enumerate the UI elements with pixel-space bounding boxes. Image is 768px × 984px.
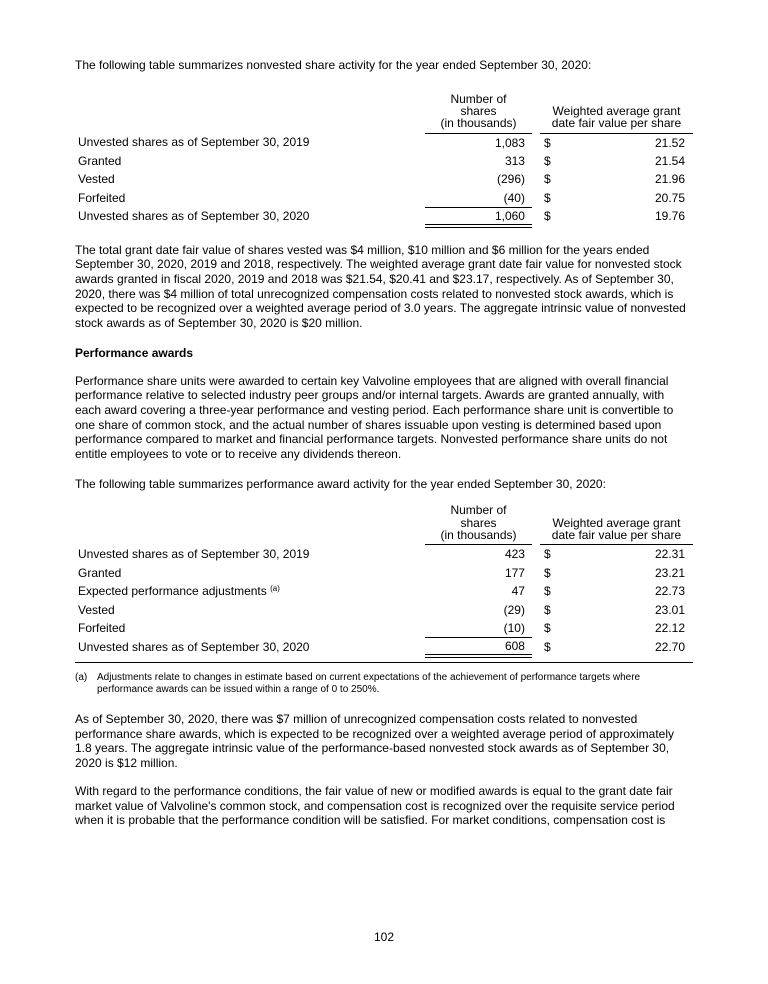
table-row: Forfeited (10) $ 22.12 <box>75 619 693 638</box>
table-row: Granted 313 $ 21.54 <box>75 152 693 171</box>
footnote-marker: (a) <box>75 671 88 683</box>
table-row: Unvested shares as of September 30, 2019 423 $ 22.31 <box>75 545 693 564</box>
nonvested-share-activity-table <box>75 93 693 228</box>
table-row: Expected performance adjustments $^{(a)}$ 47 $ 22.73 <box>75 582 693 601</box>
intro-performance-table: The following table summarizes performance award activity for the year ended September 30, 2020: <box>75 476 606 491</box>
footnote-text: Adjustments relate to changes in estimate based on current expectations of the achievement of performance targets where performance awards can be issued within a range of 0 to 250%. <box>97 671 641 696</box>
footnote-a <box>75 672 693 697</box>
dollar-sign: $ <box>543 135 551 150</box>
header-gap <box>532 93 540 133</box>
footnote-reference: (a) <box>270 584 280 594</box>
table-row: Granted 177 $ 23.21 <box>75 563 693 582</box>
dollar-sign: $ <box>543 209 551 224</box>
header-gap <box>532 504 540 544</box>
paragraph-grant-date-fair-value: The total grant date fair value of shares vested was $4 million, $10 million and $6 million for the years ended September 30, 2020, 2019 and 2018, respectively. The weighted average grant date fair value for nonvested stock awards granted in fiscal 2020, 2019 and 2018 was $21.54, $20.41 and $23.17, respectively. As of September 30, 2020, there was $4 million of total unrecognized compensation costs related to nonvested stock awards, which is expected to be recognized over a weighted average period of 3.0 years. The aggregate intrinsic value of nonvested stock awards as of September 30, 2020 is $20 million. <box>75 242 686 331</box>
dollar-sign: $ <box>543 621 551 636</box>
dollar-sign: $ <box>543 602 551 617</box>
dollar-sign: $ <box>543 190 551 205</box>
table-row: Vested (29) $ 23.01 <box>75 600 693 619</box>
dollar-sign: $ <box>543 639 551 654</box>
column-header-number-of-shares: Number of shares (in thousands) <box>425 93 532 133</box>
table-row: Forfeited (40) $ 20.75 <box>75 189 693 208</box>
header-spacer <box>75 504 425 544</box>
table-row: Vested (296) $ 21.96 <box>75 170 693 189</box>
column-header-number-of-shares: Number of shares (in thousands) <box>425 504 532 544</box>
dollar-sign: $ <box>543 172 551 187</box>
table-header-row <box>75 93 693 133</box>
intro-nonvested-table: The following table summarizes nonvested share activity for the year ended September 30, 2020: <box>75 58 592 72</box>
table-total-row: Unvested shares as of September 30, 2020 1,060 $ 19.76 <box>75 207 693 226</box>
column-header-weighted-average: Weighted average grant date fair value per share <box>540 504 693 544</box>
performance-award-table-wrapper <box>75 504 693 662</box>
dollar-sign: $ <box>543 153 551 168</box>
page-number: 102 <box>373 930 395 944</box>
dollar-sign: $ <box>543 565 551 580</box>
paragraph-performance-share-units: Performance share units were awarded to certain key Valvoline employees that are aligned with overall financial performance relative to selected industry peer groups and/or internal targets. Awards are granted annually, with each award covering a three-year performance and vesting period. Each performance share unit is convertible to one share of common stock, and the actual number of shares issuable upon vesting is determined based upon performance compared to market and financial performance targets. Nonvested performance share units do not entitle employees to vote or to receive any dividends thereon. <box>75 373 674 462</box>
column-header-weighted-average: Weighted average grant date fair value per share <box>540 93 693 133</box>
table-total-row: Unvested shares as of September 30, 2020 608 $ 22.70 <box>75 637 693 656</box>
table-header-row <box>75 504 693 544</box>
heading-performance-awards: Performance awards <box>75 345 194 360</box>
page-content <box>75 0 693 828</box>
header-spacer <box>75 93 425 133</box>
dollar-sign: $ <box>543 547 551 562</box>
paragraph-market-conditions: With regard to the performance conditions, the fair value of new or modified awards is equal to the grant date fair market value of Valvoline's common stock, and compensation cost is recognized over the requisite service period when it is probable that the performance condition will be satisfied. For market conditions, compensation cost is <box>75 783 675 828</box>
dollar-sign: $ <box>543 584 551 599</box>
performance-award-activity-table <box>75 504 693 657</box>
paragraph-unrecognized-costs: As of September 30, 2020, there was $7 million of unrecognized compensation costs related to nonvested performance share awards, which is expected to be recognized over a weighted average period of approximately 1.8 years. The aggregate intrinsic value of the performance-based nonvested stock awards as of September 30, 2020 is $12 million. <box>75 712 675 771</box>
table-row: Unvested shares as of September 30, 2019 1,083 $ 21.52 <box>75 133 693 152</box>
